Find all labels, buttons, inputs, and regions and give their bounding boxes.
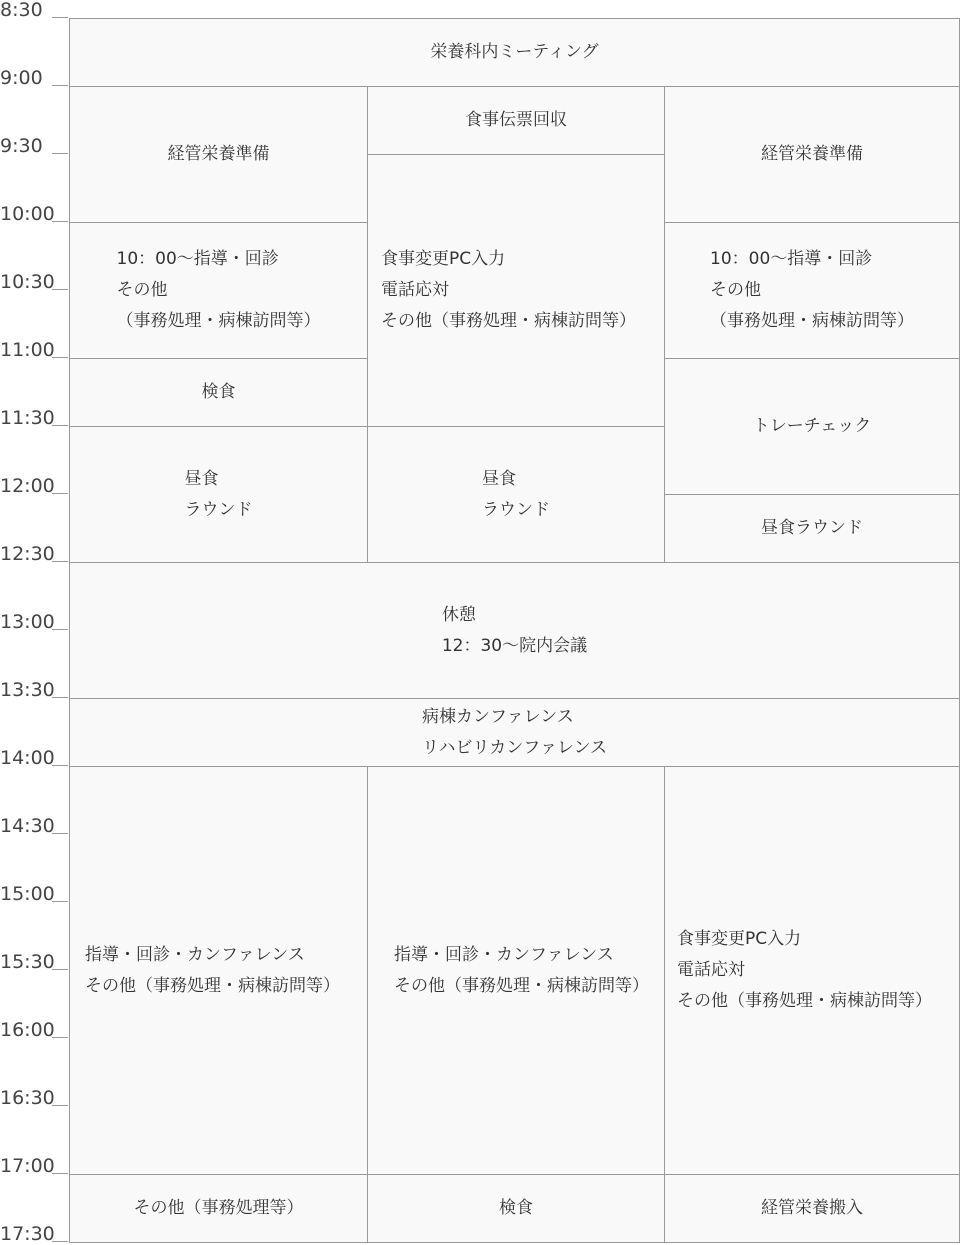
block-text bbox=[465, 105, 567, 136]
block-line: トレーチェック bbox=[752, 416, 872, 436]
time-label: 13:30 bbox=[0, 679, 55, 701]
time-tick bbox=[52, 85, 68, 86]
block-text bbox=[761, 513, 863, 544]
block-line: その他 bbox=[710, 280, 761, 300]
time-label: 13:00 bbox=[0, 611, 55, 633]
time-label: 16:30 bbox=[0, 1087, 55, 1109]
time-tick bbox=[52, 153, 68, 154]
block-line: 昼食ラウンド bbox=[761, 518, 863, 538]
col1-other-block bbox=[69, 1174, 368, 1243]
time-label: 15:00 bbox=[0, 883, 55, 905]
col3-lunch-round-block bbox=[664, 494, 960, 563]
col1-guidance-am-block bbox=[69, 222, 368, 359]
time-tick bbox=[52, 17, 68, 18]
time-tick bbox=[52, 1105, 68, 1106]
block-line: 休憩 bbox=[441, 604, 476, 625]
block-line: 指導・回診・カンファレンス bbox=[85, 944, 305, 965]
block-text bbox=[710, 244, 914, 337]
block-text bbox=[761, 139, 863, 170]
block-line: 10：00～指導・回診 bbox=[710, 249, 873, 269]
time-label: 15:30 bbox=[0, 951, 55, 973]
block-line: 食事変更PC入力 bbox=[677, 929, 802, 949]
time-tick bbox=[52, 765, 68, 766]
col2-pc-input-am-block bbox=[367, 154, 665, 427]
time-label: 9:00 bbox=[0, 67, 43, 89]
block-line: 食事伝票回収 bbox=[465, 110, 567, 130]
time-tick bbox=[52, 629, 68, 630]
block-text bbox=[168, 139, 270, 170]
col2-lunch-round-block bbox=[367, 426, 665, 563]
block-text bbox=[394, 940, 649, 1002]
time-tick bbox=[52, 1173, 68, 1174]
block-line: 栄養科内ミーティング bbox=[430, 42, 599, 62]
time-tick bbox=[52, 1241, 68, 1242]
block-text bbox=[85, 940, 340, 1002]
time-label: 10:30 bbox=[0, 271, 55, 293]
block-line: 12：30～院内会議 bbox=[441, 635, 588, 656]
time-tick bbox=[52, 357, 68, 358]
block-text bbox=[117, 244, 321, 337]
time-label: 12:30 bbox=[0, 543, 55, 565]
block-line: 指導・回診・カンファレンス bbox=[394, 944, 614, 965]
col2-food-check-block bbox=[367, 1174, 665, 1243]
block-line: 電話応対 bbox=[381, 280, 449, 300]
time-label: 8:30 bbox=[0, 0, 43, 21]
block-text bbox=[677, 924, 932, 1017]
block-line: （事務処理・病棟訪問等） bbox=[116, 311, 321, 331]
time-tick bbox=[52, 833, 68, 834]
time-label: 12:00 bbox=[0, 475, 55, 497]
block-text bbox=[185, 464, 253, 526]
time-label: 14:00 bbox=[0, 747, 55, 769]
col3-pc-input-pm-block bbox=[664, 766, 960, 1175]
block-line: リハビリカンファレンス bbox=[421, 737, 608, 758]
block-text bbox=[381, 244, 636, 337]
col1-food-check-block bbox=[69, 358, 368, 427]
block-line: その他（事務処理・病棟訪問等） bbox=[85, 975, 340, 996]
time-tick bbox=[52, 901, 68, 902]
block-line: ラウンド bbox=[184, 499, 253, 520]
col3-guidance-am-block bbox=[664, 222, 960, 359]
block-line: その他（事務処理等） bbox=[133, 1198, 304, 1218]
block-text bbox=[430, 37, 598, 68]
block-line: 経管栄養準備 bbox=[761, 144, 863, 164]
conference-block bbox=[69, 698, 960, 767]
block-line: （事務処理・病棟訪問等） bbox=[710, 311, 914, 331]
block-line: 病棟カンファレンス bbox=[421, 706, 574, 727]
col3-tube-prep-block bbox=[664, 86, 960, 223]
block-text bbox=[499, 1193, 533, 1224]
time-tick bbox=[52, 289, 68, 290]
time-label: 17:30 bbox=[0, 1223, 55, 1245]
block-line: 昼食 bbox=[482, 468, 516, 489]
time-label: 16:00 bbox=[0, 1019, 55, 1041]
time-tick bbox=[52, 493, 68, 494]
block-text bbox=[202, 377, 236, 408]
block-text bbox=[442, 600, 587, 662]
block-line: 昼食 bbox=[184, 468, 219, 489]
col3-tray-check-block bbox=[664, 358, 960, 495]
meeting-block bbox=[69, 18, 960, 87]
col1-guidance-pm-block bbox=[69, 766, 368, 1175]
block-text bbox=[753, 411, 872, 442]
time-tick bbox=[52, 221, 68, 222]
block-line: 経管栄養搬入 bbox=[761, 1198, 863, 1218]
col1-tube-prep-block bbox=[69, 86, 368, 223]
block-line: 検食 bbox=[499, 1198, 533, 1218]
block-line: 10：00～指導・回診 bbox=[116, 249, 279, 269]
block-line: 電話応対 bbox=[677, 960, 745, 980]
block-text bbox=[422, 702, 607, 764]
col1-lunch-round-block bbox=[69, 426, 368, 563]
block-line: 検食 bbox=[201, 382, 236, 402]
time-label: 14:30 bbox=[0, 815, 55, 837]
break-block bbox=[69, 562, 960, 699]
time-tick bbox=[52, 425, 68, 426]
time-tick bbox=[52, 1037, 68, 1038]
time-tick bbox=[52, 969, 68, 970]
col2-guidance-pm-block bbox=[367, 766, 665, 1175]
time-label: 10:00 bbox=[0, 203, 55, 225]
time-label: 17:00 bbox=[0, 1155, 55, 1177]
block-line: その他（事務処理・病棟訪問等） bbox=[381, 311, 636, 331]
col3-tube-delivery-block bbox=[664, 1174, 960, 1243]
time-label: 11:30 bbox=[0, 407, 55, 429]
block-line: その他（事務処理・病棟訪問等） bbox=[394, 975, 649, 996]
block-text bbox=[761, 1193, 863, 1224]
time-tick bbox=[52, 697, 68, 698]
block-line: 経管栄養準備 bbox=[167, 144, 270, 164]
time-label: 11:00 bbox=[0, 339, 55, 361]
block-line: 食事変更PC入力 bbox=[381, 249, 506, 269]
block-line: その他（事務処理・病棟訪問等） bbox=[677, 991, 932, 1011]
time-label: 9:30 bbox=[0, 135, 43, 157]
col2-ticket-collect-block bbox=[367, 86, 665, 155]
block-line: ラウンド bbox=[482, 499, 550, 520]
block-text bbox=[482, 464, 550, 526]
time-tick bbox=[52, 561, 68, 562]
block-line: その他 bbox=[116, 280, 168, 300]
block-text bbox=[134, 1193, 304, 1224]
